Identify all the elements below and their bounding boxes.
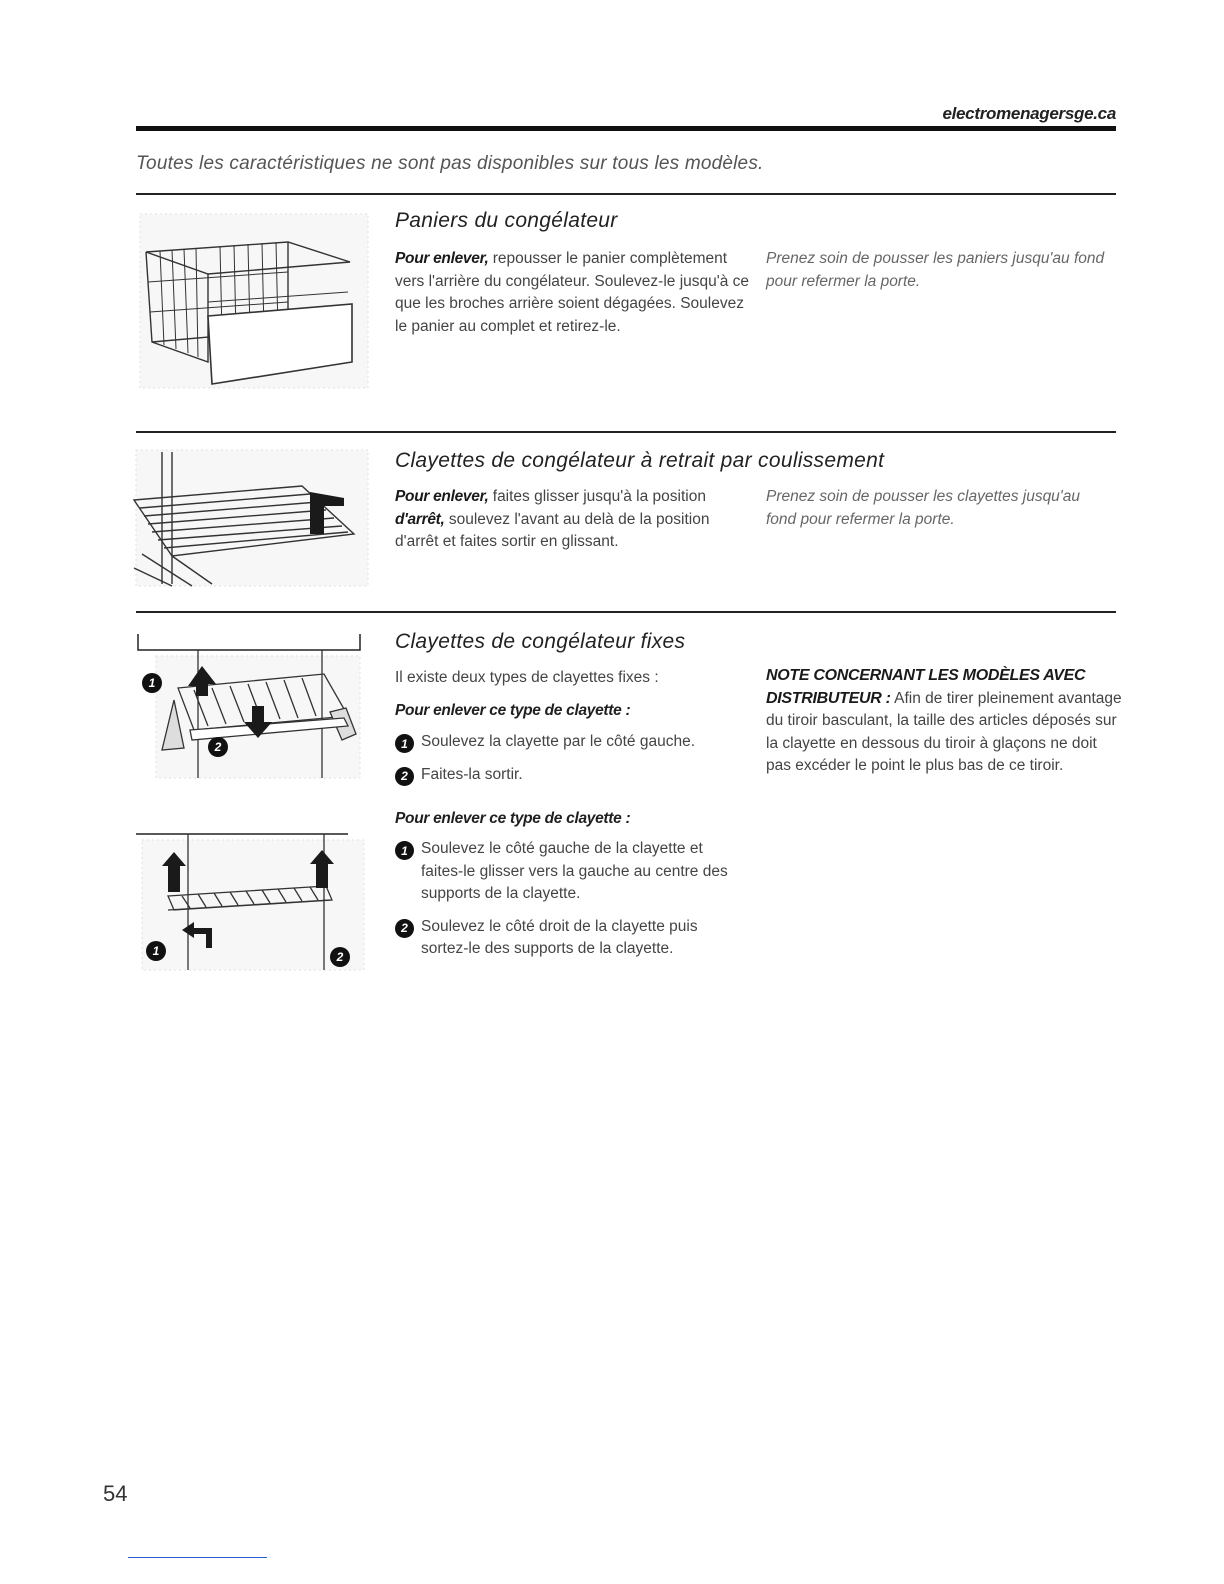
- callout-2: 2: [208, 737, 228, 757]
- step-number: 2: [395, 919, 414, 938]
- fixed-type1-heading: Pour enlever ce type de clayette :: [395, 702, 631, 719]
- callout-1: 1: [142, 673, 162, 693]
- section-divider: [136, 431, 1116, 433]
- model-disclaimer: Toutes les caractéristiques ne sont pas disponibles sur tous les modèles.: [136, 153, 764, 174]
- callout-2: 2: [330, 947, 350, 967]
- list-item: [395, 731, 740, 754]
- fixed-type2-heading: Pour enlever ce type de clayette :: [395, 810, 631, 827]
- slide-out-text-2: soulevez l'avant au delà de la position d'arrêt et faites sortir en glissant.: [395, 510, 710, 550]
- fixed-type1-steps: [395, 731, 740, 786]
- slide-out-instructions: [395, 486, 750, 554]
- section-divider: [136, 193, 1116, 195]
- step-text: Faites-la sortir.: [421, 765, 523, 783]
- basket-illustration: [138, 212, 370, 390]
- header-rule: [136, 126, 1116, 131]
- fixed-type2-steps: [395, 838, 740, 961]
- step-text: Soulevez le côté droit de la clayette puis sortez-le des supports de la clayette.: [421, 917, 698, 957]
- baskets-text: repousser le panier complètement vers l'arrière du congélateur. Soulevez-le jusqu'à ce que les broches arrière soient dégagées. Soulevez le panier au complet et retirez-le.: [395, 250, 750, 335]
- slide-out-text-1: faites glisser jusqu'à la position: [488, 488, 706, 505]
- baskets-lead: Pour enlever,: [395, 250, 489, 267]
- section-title-slide-out: Clayettes de congélateur à retrait par coulissement: [395, 449, 885, 472]
- fixed-intro: Il existe deux types de clayettes fixes :: [395, 669, 659, 686]
- dispenser-note-text: Afin de tirer pleinement avantage du tiroir basculant, la taille des articles déposés sur la clayette en dessous du tiroir à glaçons ne doit pas excéder le point le plus bas de ce tiroir.: [766, 689, 1122, 774]
- step-number: 1: [395, 841, 414, 860]
- section-title-baskets: Paniers du congélateur: [395, 209, 618, 232]
- step-number: 2: [395, 767, 414, 786]
- baskets-instructions: [395, 248, 750, 338]
- step-number: 1: [395, 734, 414, 753]
- section-divider: [136, 611, 1116, 613]
- slide-out-stop: d'arrêt,: [395, 510, 445, 528]
- list-item: [395, 838, 740, 906]
- slide-out-shelf-illustration: [132, 448, 370, 588]
- baskets-note: Prenez soin de pousser les paniers jusqu'au fond pour refermer la porte.: [766, 250, 1105, 290]
- section-title-fixed: Clayettes de congélateur fixes: [395, 630, 686, 653]
- list-item: [395, 764, 740, 787]
- slide-out-note: Prenez soin de pousser les clayettes jusqu'au fond pour refermer la porte.: [766, 488, 1081, 528]
- page-number: 54: [103, 1481, 128, 1506]
- list-item: [395, 916, 740, 961]
- fixed-shelf-type1-illustration: [134, 630, 370, 780]
- dispenser-note: [766, 665, 1122, 778]
- step-text: Soulevez le côté gauche de la clayette et faites-le glisser vers la gauche au centre des supports de la clayette.: [421, 840, 728, 902]
- callout-1: 1: [146, 941, 166, 961]
- website-url: electromenagersge.ca: [942, 104, 1116, 123]
- footer-line: [128, 1557, 267, 1558]
- dispenser-note-heading: NOTE CONCERNANT LES MODÈLES AVEC DISTRIBUTEUR :: [766, 667, 1086, 707]
- step-text: Soulevez la clayette par le côté gauche.: [421, 733, 696, 750]
- slide-out-lead: Pour enlever,: [395, 488, 489, 505]
